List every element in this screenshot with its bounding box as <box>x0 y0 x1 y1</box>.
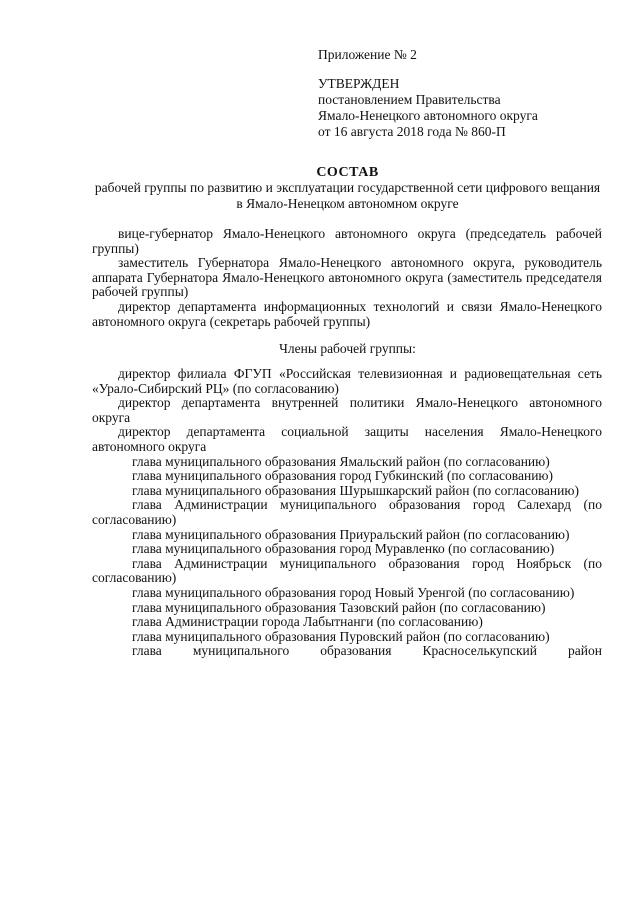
approval-line-3: от 16 августа 2018 года № 860-П <box>318 124 506 139</box>
member-item: директор департамента внутренней политики Ямало-Ненецкого автономного округа <box>92 395 602 425</box>
member-item: глава муниципального образования город Муравленко (по согласованию) <box>132 541 555 557</box>
member-item: глава Администрации муниципального образования город Салехард (по согласованию) <box>92 497 602 527</box>
member-item: глава Администрации муниципального образования город Ноябрьск (по согласованию) <box>92 555 602 586</box>
member-item: глава муниципального образования Приуральский район (по согласованию) <box>132 526 570 542</box>
leader-item: директор департамента информационных технологий и связи Ямало-Ненецкого автономного округа (секретарь рабочей группы) <box>92 298 602 329</box>
member-item: директор филиала ФГУП «Российская телевизионная и радиовещательная сеть «Урало-Сибирский РЦ» (по согласованию) <box>92 366 602 396</box>
leadership-list <box>92 227 602 329</box>
member-item: глава муниципального образования город Губкинский (по согласованию) <box>132 468 553 484</box>
members-list <box>92 367 602 659</box>
member-item: глава муниципального образования Красноселькупский район <box>132 643 602 659</box>
member-item: глава муниципального образования город Новый Уренгой (по согласованию) <box>132 584 575 600</box>
appendix-label: Приложение № 2 <box>318 47 417 62</box>
member-item: глава муниципального образования Ямальский район (по согласованию) <box>132 453 550 469</box>
leader-item: заместитель Губернатора Ямало-Ненецкого автономного округа, руководитель аппарата Губернатора Ямало-Ненецкого автономного округа (заместитель председателя рабочей группы) <box>92 255 602 300</box>
member-item: директор департамента социальной защиты населения Ямало-Ненецкого автономного округа <box>92 424 602 454</box>
document-subtitle: рабочей группы по развитию и эксплуатации государственной сети цифрового вещания в Ямало-Ненецком автономном округе <box>94 180 601 211</box>
member-item: глава муниципального образования Шурышкарский район (по согласованию) <box>132 482 579 498</box>
approval-line-1: постановлением Правительства <box>318 92 501 107</box>
document-title: СОСТАВ <box>316 165 379 180</box>
approved-label: УТВЕРЖДЕН <box>318 76 400 91</box>
approval-line-2: Ямало-Ненецкого автономного округа <box>318 108 538 123</box>
member-item: глава Администрации города Лабытнанги (по согласованию) <box>132 614 483 630</box>
approval-block <box>318 47 538 140</box>
member-item: глава муниципального образования Пуровский район (по согласованию) <box>132 628 550 644</box>
leader-item: вице-губернатор Ямало-Ненецкого автономного округа (председатель рабочей группы) <box>92 226 602 256</box>
members-heading: Члены рабочей группы: <box>279 341 416 356</box>
member-item: глава муниципального образования Тазовский район (по согласованию) <box>132 599 546 615</box>
